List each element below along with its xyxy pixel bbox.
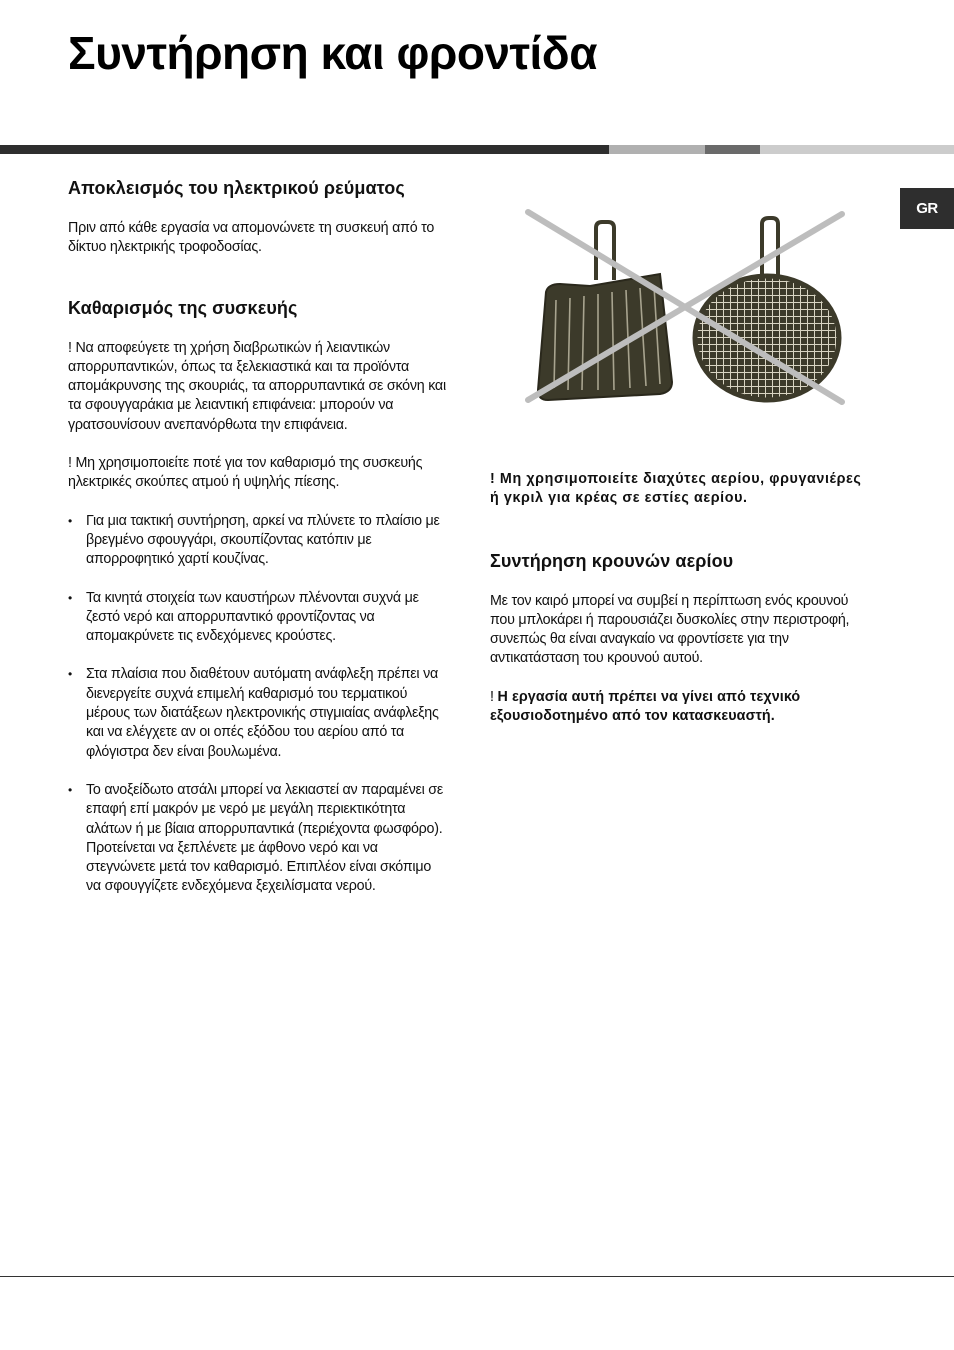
right-column (490, 470, 870, 726)
gas-taps-paragraph: Με τον καιρό μπορεί να συμβεί η περίπτωση ενός κρουνού που μπλοκάρει ή παρουσιάζει δυσκολίες στην περιστροφή, συνεπώς θα είναι αναγκαίο να φροντίσετε για την αντικατάσταση του κρουνού αυτού. (490, 592, 850, 667)
warning-mark: ! (490, 688, 498, 705)
header-rule-mid (609, 145, 705, 154)
list-item: • Για μια τακτική συντήρηση, αρκεί να πλύνετε το πλαίσιο με βρεγμένο σφουγγάρι, σκουπίζοντας κατόπιν με απορροφητικό χαρτί κουζίνας. (68, 512, 446, 570)
gas-accessory-warning: ! Μη χρησιμοποιείτε διαχύτες αερίου, φρυγανιέρες ή γκριλ για κρέας σε εστίες αερίου. (490, 471, 862, 507)
technician-warning-text: Η εργασία αυτή πρέπει να γίνει από τεχνικό εξουσιοδοτημένο από τον κατασκευαστή. (490, 688, 801, 725)
list-item: • Τα κινητά στοιχεία των καυστήρων πλένονται συχνά με ζεστό νερό και απορρυπαντικό φροντίζοντας να απομακρύνετε τις ενδεχόμενες κρούστες. (68, 589, 446, 647)
section-heading-gas-taps: Συντήρηση κρουνών αερίου (490, 550, 734, 571)
grill-pan-icon (538, 222, 672, 400)
mesh-grill-icon (695, 218, 839, 400)
power-paragraph: Πριν από κάθε εργασία να απομονώνετε τη συσκευή από το δίκτυο ηλεκτρικής τροφοδοσίας. (68, 220, 435, 256)
footer-rule (0, 1276, 954, 1277)
list-item: • Το ανοξείδωτο ατσάλι μπορεί να λεκιαστεί αν παραμένει σε επαφή επί μακρόν με νερό με μεγάλη περιεκτικότητα αλάτων ή με βίαια απορρυπαντικά (περιέχοντα φωσφόρο). Προτείνεται να ξεπλένετε με άφθονο νερό και να στεγνώνετε μετά τον καθαρισμό. Επιπλέον είναι σκόπιμο να σφουγγίζετε ενδεχόμενα ξεχειλίσματα νερού. (68, 781, 446, 897)
list-item: • Στα πλαίσια που διαθέτουν αυτόματη ανάφλεξη πρέπει να διενεργείτε συχνά επιμελή καθαρισμό του τερματικού μέρους των διατάξεων ηλεκτρονικής στιγμιαίας ανάφλεξης και να ελέγχετε αν οι οπές εξόδου του αερίου από τα φλόγιστρα δεν είναι βουλωμένα. (68, 665, 446, 761)
section-heading-cleaning: Καθαρισμός της συσκευής (68, 297, 298, 318)
header-rule-dark-accent (705, 145, 760, 154)
header-rule-dark (0, 145, 609, 154)
cleaning-bullet-list (68, 512, 446, 897)
technician-warning (490, 688, 870, 727)
page-title: Συντήρηση και φροντίδα (68, 27, 597, 79)
header-rule-light (760, 145, 954, 154)
cleaning-warning-abrasives: ! Να αποφεύγετε τη χρήση διαβρωτικών ή λειαντικών απορρυπαντικών, όπως τα ξελεκιαστικά και τα προϊόντα απομάκρυνσης της σκουριάς, τα απορρυπαντικά σε σκόνη και τα σφουγγαράκια με λειαντική επιφάνεια: μπορούν να γρατσουνίσουν ανεπανόρθωτα την επιφάνεια. (68, 339, 446, 433)
language-tab: GR (900, 188, 954, 229)
section-heading-power: Αποκλεισμός του ηλεκτρικού ρεύματος (68, 178, 405, 198)
cleaning-warning-steam: ! Μη χρησιμοποιείτε ποτέ για τον καθαρισμό της συσκευής ηλεκτρικές σκούπες ατμού ή υψηλής πίεσης. (68, 455, 423, 491)
left-column (68, 176, 446, 897)
prohibited-grill-illustration (520, 204, 850, 414)
